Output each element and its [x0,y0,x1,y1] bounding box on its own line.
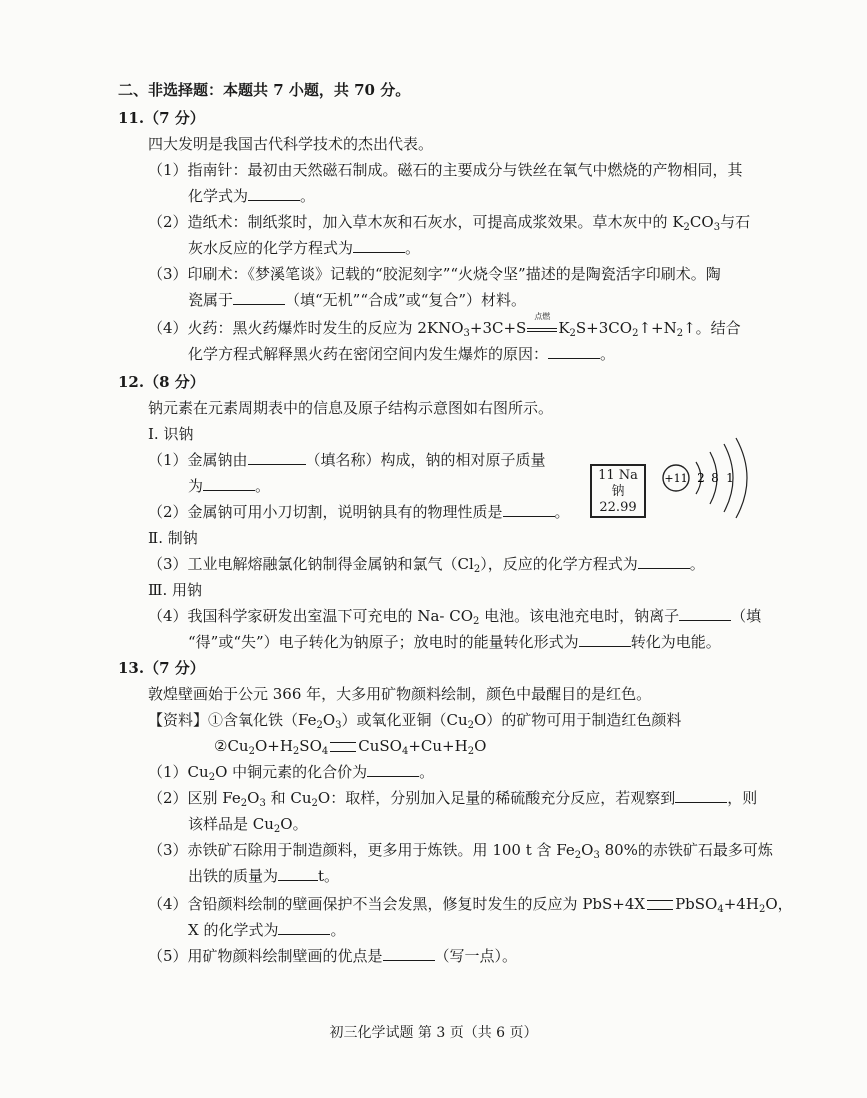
atomic-mass: 22.99 [599,500,637,515]
answer-blank[interactable] [233,290,285,305]
q11-part1-line2: 化学式为 。 [188,187,316,205]
answer-blank[interactable] [548,344,600,359]
q13-material2: $②Cu_2O+H_2SO_4$ $CuSO_4+Cu+H_2O$ [214,737,487,757]
periodic-table-cell [590,464,646,518]
answer-blank[interactable] [675,788,727,803]
q13-part2-line2: 该样品是 $Cu_2O$。 [188,815,308,835]
equals-sign [330,742,356,752]
q12-part4-line1: （4）我国科学家研发出室温下可充电的 Na- $CO_2$ 电池。该电池充电时，钠离子 （填 [148,607,762,627]
answer-blank[interactable] [383,946,435,961]
q13-intro: 敦煌壁画始于公元 366 年，大多用矿物颜料绘制，颜色中最醒目的是红色。 [148,685,652,703]
q13-part4-line2: X 的化学式为 。 [188,921,346,939]
shell-electrons: 1 [726,471,734,485]
q11-part4-line2: 化学方程式解释黑火药在密闭空间内发生爆炸的原因： 。 [188,345,616,363]
answer-blank[interactable] [248,450,306,465]
q11-part3-line2: 瓷属于 （填“无机”“合成”或“复合”）材料。 [188,291,527,309]
atomic-number: 11 [598,468,615,483]
answer-blank[interactable] [679,606,731,621]
element-name: 钠 [611,484,625,499]
q11-part2-line2: 灰水反应的化学方程式为 。 [188,239,421,257]
q12-part1-line2: 为 。 [188,477,271,495]
q11-part2-line1: （2）造纸术：制纸浆时，加入草木灰和石灰水，可提高成浆效果。草木灰中的 $K_2CO_3$与石 [148,213,751,233]
q11-part3-line1: （3）印刷术：《梦溪笔谈》记载的“胶泥刻字”“火烧令坚”描述的是陶瓷活字印刷术。陶 [148,265,721,283]
element-symbol: Na [618,468,638,483]
answer-blank[interactable] [203,476,255,491]
q11-part1-line1: （1）指南针：最初由天然磁石制成。磁石的主要成分与铁丝在氧气中燃烧的产物相同，其 [148,161,743,179]
q13-part1: $(1)Cu_2O$ 中铜元素的化合价为 。 [148,763,435,783]
answer-blank[interactable] [353,238,405,253]
answer-blank[interactable] [367,762,419,777]
atomic-structure-diagram [660,428,770,528]
q13-part3-line2: 出铁的质量为 t。 [188,867,340,885]
q12-part1-line1: （1）金属钠由 （填名称）构成，钠的相对原子质量 [148,451,546,469]
q12-part2: （2）金属钠可用小刀切割，说明钠具有的物理性质是 。 [148,503,570,521]
q13-part4-line1: （4）含铅颜料绘制的壁画保护不当会发黑，修复时发生的反应为 PbS+4X $PbSO_4+4H_2O$， [148,895,793,915]
shell-electrons: 2 [697,471,705,485]
q12-part4-line2: “得”或“失”）电子转化为钠原子；放电时的能量转化形式为 转化为电能。 [188,633,721,651]
answer-blank[interactable] [248,186,300,201]
answer-blank[interactable] [278,920,330,935]
equals-sign [647,900,673,910]
answer-blank[interactable] [579,632,631,647]
q12-header: 12.（8 分） [118,373,205,391]
q11-part4-line1: （4）火药：黑火药爆炸时发生的反应为 $2KNO_3+3C+S$ 点燃 $K_2S+3CO_2↑+N_2↑$。结合 [148,312,741,339]
electron-shell-arc [736,438,747,518]
q13-material1: 【资料】①含氧化铁$(Fe_2O_3)$或氧化亚铜$(Cu_2O)$的矿物可用于制造红色颜料 [148,711,682,731]
q11-intro: 四大发明是我国古代科学技术的杰出代表。 [148,135,434,153]
q11-header: 11.（7 分） [118,109,205,127]
shell-electrons: 8 [711,471,719,485]
nucleus-charge: +11 [664,472,688,485]
q13-header: 13.（7 分） [118,659,205,677]
q12-section3: Ⅲ. 用钠 [148,581,203,599]
q12-section2: Ⅱ. 制钠 [148,529,198,547]
q13-part2-line1: （2）区别 $Fe_2O_3$ 和 $Cu_2O$：取样，分别加入足量的稀硫酸充分反应，若观察到 ，则 [148,789,758,809]
answer-blank[interactable] [503,502,555,517]
section-title: 二、非选择题：本题共 7 小题，共 70 分。 [118,81,411,99]
reaction-arrow: 点燃 [527,322,557,336]
q13-part5: （5）用矿物颜料绘制壁画的优点是 （写一点）。 [148,947,518,965]
q12-part3: （3）工业电解熔融氯化钠制得金属钠和氯气$(Cl_2)$，反应的化学方程式为 。 [148,555,705,575]
answer-blank[interactable] [278,866,318,881]
q12-intro: 钠元素在元素周期表中的信息及原子结构示意图如右图所示。 [148,399,554,417]
page-footer: 初三化学试题 第 3 页（共 6 页） [329,1025,538,1041]
q12-section1: Ⅰ. 识钠 [148,425,194,443]
answer-blank[interactable] [638,554,690,569]
q13-part3-line1: （3）赤铁矿石除用于制造颜料，更多用于炼铁。用 100 t 含 $Fe_2O_3$ 80%的赤铁矿石最多可炼 [148,841,773,861]
